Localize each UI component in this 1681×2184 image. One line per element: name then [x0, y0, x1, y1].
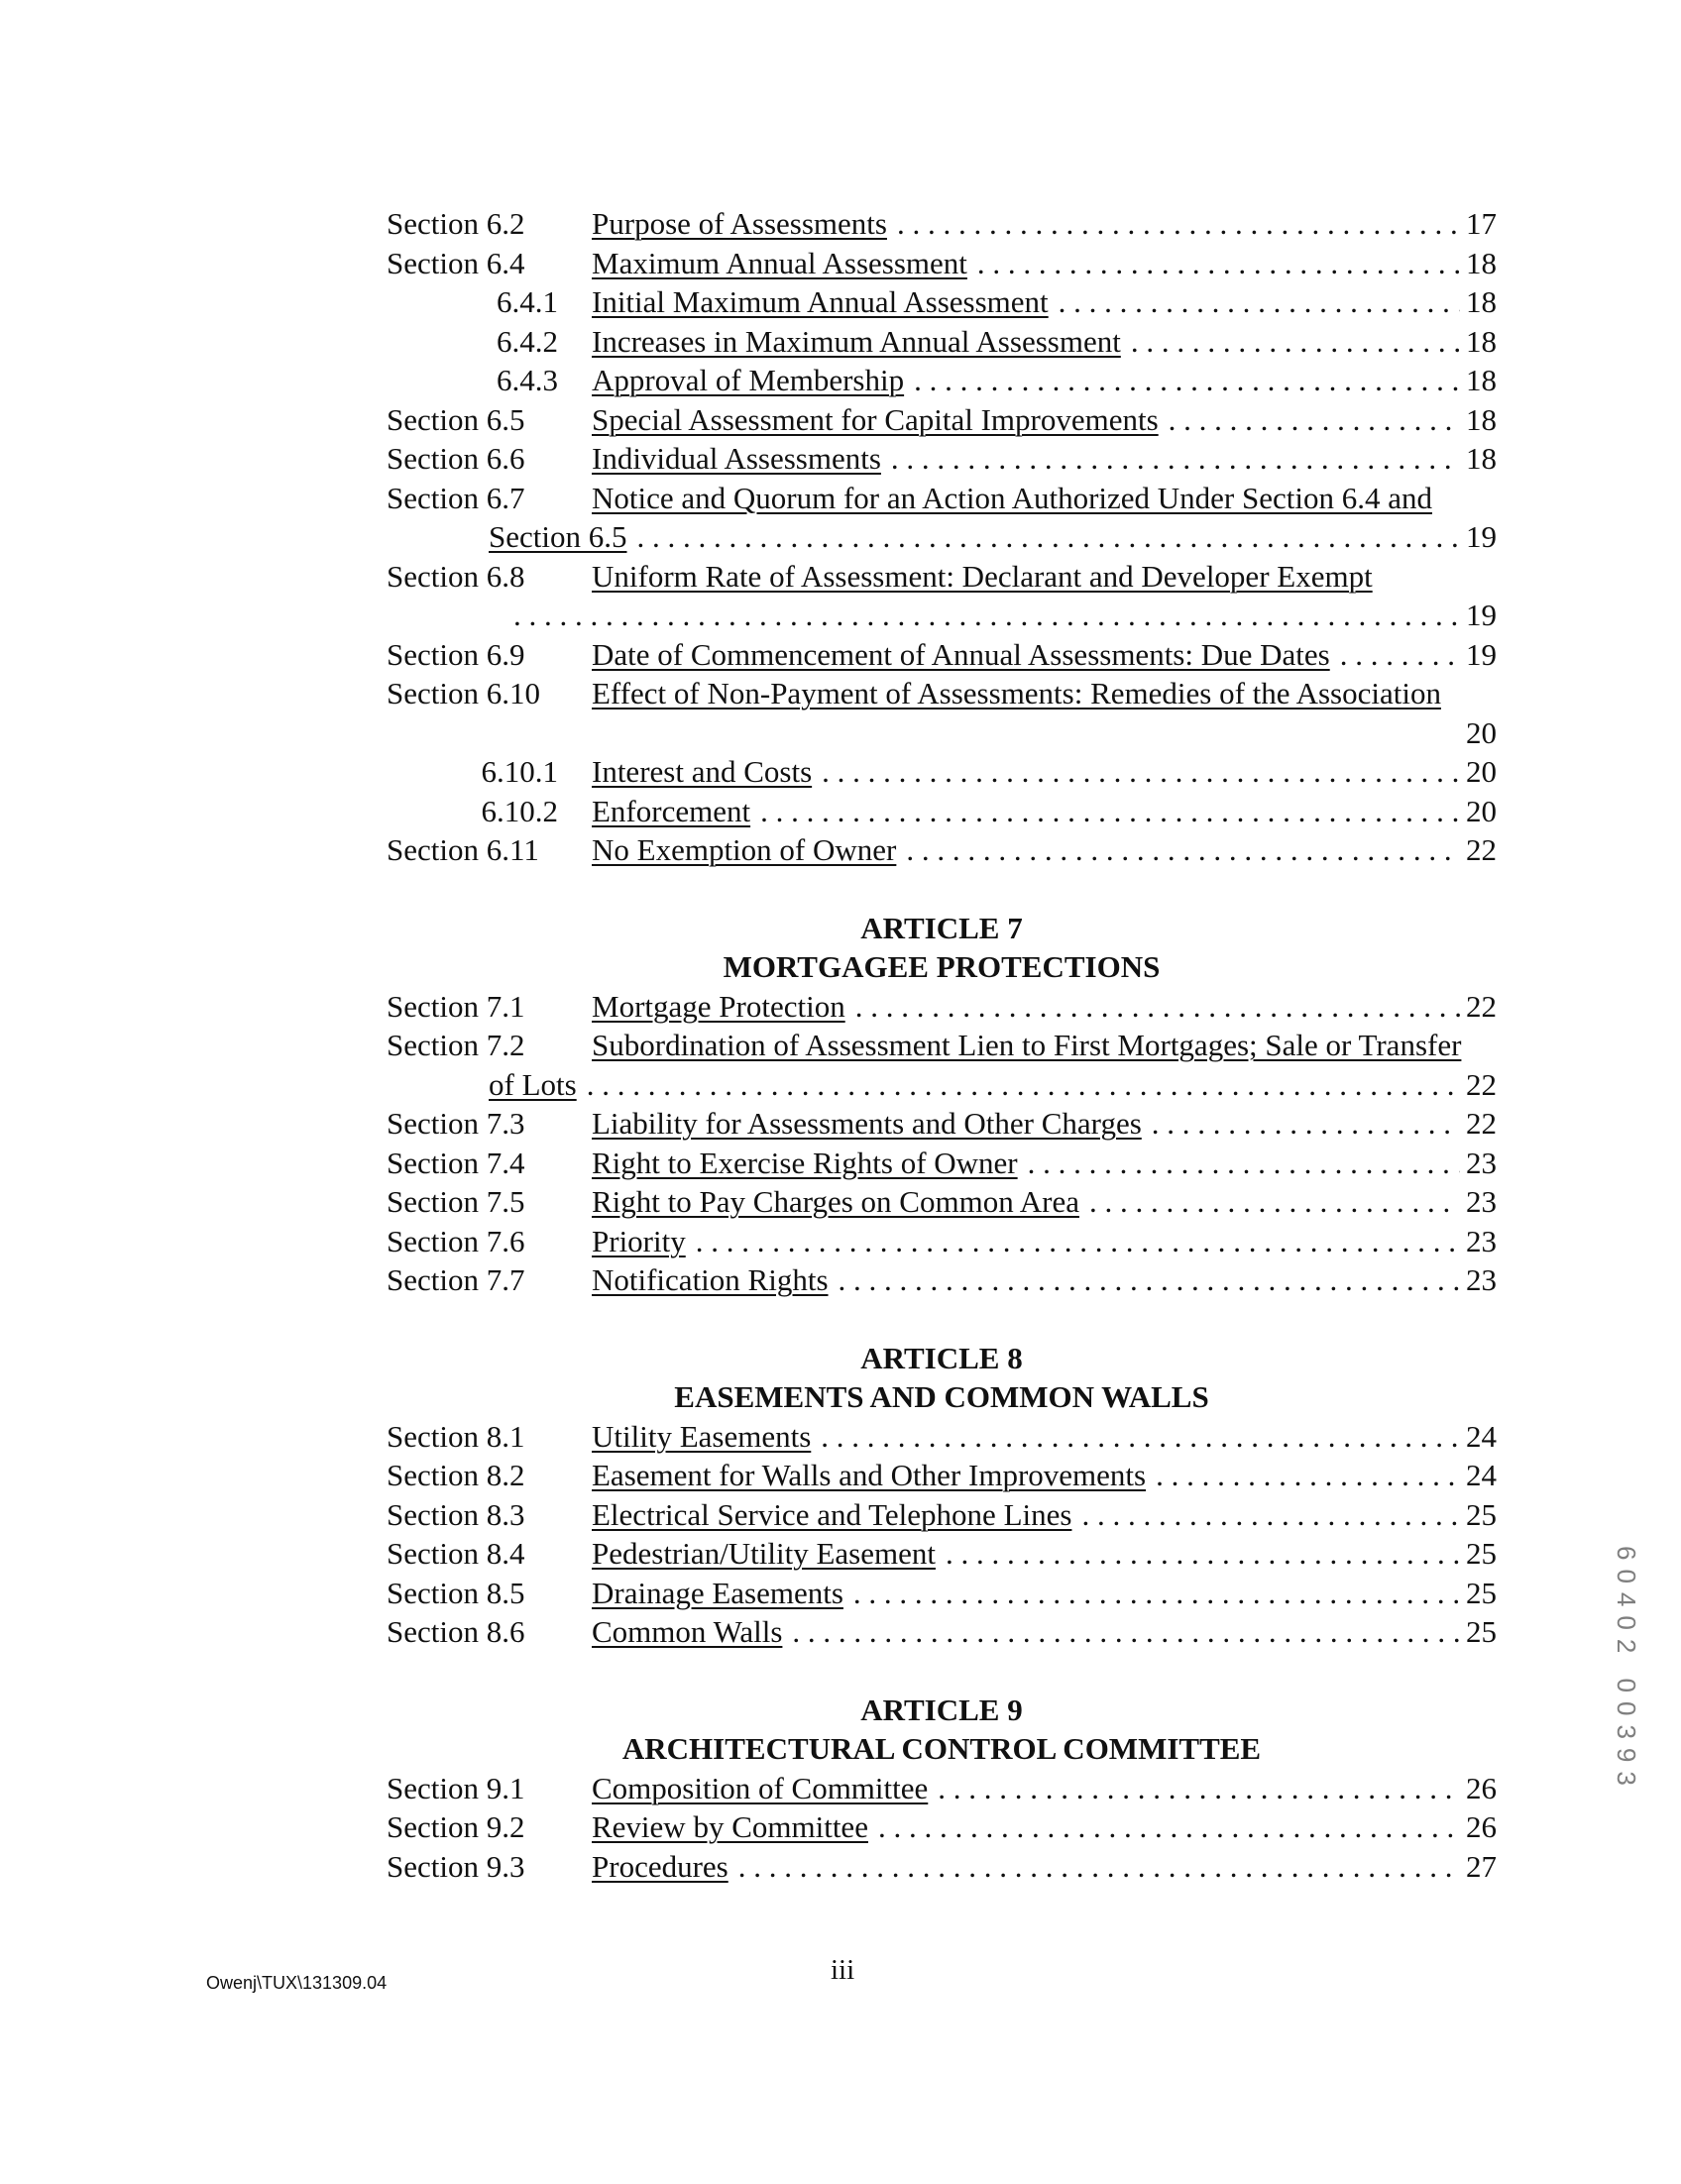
- dot-leader: [946, 1534, 1460, 1574]
- page-number: 24: [1466, 1458, 1497, 1492]
- subsection-number: 6.10.1: [481, 754, 558, 789]
- dot-leader: [1340, 635, 1460, 675]
- dot-leader: [938, 1769, 1460, 1808]
- section-title-link[interactable]: Effect of Non-Payment of Assessments: Remedies of the Association: [592, 676, 1441, 710]
- toc-article-6: [387, 204, 1497, 1886]
- dot-leader: [513, 596, 1460, 635]
- page-number: 18: [1466, 323, 1497, 359]
- subsection-number: 6.4.3: [497, 363, 558, 397]
- article-7-label: ARTICLE 7: [860, 910, 1023, 945]
- section-title-link[interactable]: Pedestrian/Utility Easement: [592, 1536, 936, 1571]
- dot-leader: [897, 204, 1460, 244]
- toc-entry-7-5[interactable]: [387, 1182, 1497, 1222]
- section-number: Section 7.6: [387, 1223, 525, 1258]
- toc-entry-8-5[interactable]: [387, 1574, 1497, 1613]
- section-number: Section 9.1: [387, 1770, 525, 1805]
- section-title-link[interactable]: Special Assessment for Capital Improvements: [592, 401, 1159, 437]
- page-number: 23: [1466, 1262, 1497, 1297]
- toc-entry-6-4-1[interactable]: [387, 282, 1497, 322]
- page-number: 18: [1466, 284, 1497, 319]
- toc-entry-7-6[interactable]: [387, 1222, 1497, 1261]
- page-number: 22: [1466, 1106, 1497, 1141]
- section-number: Section 6.2: [387, 206, 525, 241]
- section-title-link[interactable]: Maximum Annual Assessment: [592, 245, 967, 280]
- toc-entry-6-10[interactable]: [387, 674, 1497, 713]
- page-number: 24: [1466, 1418, 1497, 1454]
- subsection-number: 6.4.1: [497, 284, 558, 319]
- toc-entry-8-2[interactable]: [387, 1456, 1497, 1495]
- dot-leader: [792, 1612, 1460, 1652]
- toc-entry-6-10-1[interactable]: [387, 752, 1497, 792]
- toc-entry-6-9[interactable]: [387, 635, 1497, 675]
- dot-leader: [906, 830, 1460, 870]
- toc-entry-6-4[interactable]: [387, 244, 1497, 283]
- toc-entry-6-5[interactable]: [387, 400, 1497, 440]
- toc-entry-6-4-3[interactable]: [387, 361, 1497, 400]
- section-number: Section 7.1: [387, 988, 525, 1024]
- toc-entry-9-3[interactable]: [387, 1847, 1497, 1887]
- section-title-link[interactable]: Drainage Easements: [592, 1575, 843, 1610]
- section-title-link[interactable]: Easement for Walls and Other Improvements: [592, 1458, 1147, 1492]
- section-number: Section 8.2: [387, 1458, 525, 1492]
- toc-entry-9-2[interactable]: [387, 1807, 1497, 1847]
- dot-leader: [821, 1417, 1460, 1457]
- section-title-link[interactable]: Initial Maximum Annual Assessment: [592, 284, 1049, 319]
- dot-leader: [1152, 1104, 1460, 1144]
- subsection-number: 6.10.2: [481, 793, 558, 828]
- dot-leader: [1131, 322, 1460, 362]
- section-title-link[interactable]: Review by Committee: [592, 1809, 868, 1844]
- section-title-link[interactable]: Date of Commencement of Annual Assessments: Due Dates: [592, 636, 1330, 672]
- page-number: 20: [1466, 793, 1497, 828]
- page-number: 25: [1466, 1575, 1497, 1610]
- toc-entry-8-3[interactable]: [387, 1495, 1497, 1535]
- section-number: Section 9.2: [387, 1809, 525, 1844]
- article-8-heading: EASEMENTS AND COMMON WALLS: [674, 1379, 1209, 1414]
- page-number: 27: [1466, 1848, 1497, 1884]
- section-title-link[interactable]: No Exemption of Owner: [592, 832, 897, 867]
- page-number: 25: [1466, 1496, 1497, 1532]
- section-number: Section 7.7: [387, 1262, 525, 1297]
- dot-leader: [1156, 1456, 1460, 1495]
- article-8-label: ARTICLE 8: [860, 1340, 1023, 1375]
- dot-leader: [891, 439, 1460, 479]
- section-number: Section 7.4: [387, 1145, 525, 1180]
- section-number: Section 6.8: [387, 558, 525, 594]
- side-stamp-text: 60402 00393: [1612, 1546, 1641, 1795]
- toc-entry-7-4[interactable]: [387, 1144, 1497, 1183]
- dot-leader: [1089, 1182, 1460, 1222]
- toc-entry-6-8[interactable]: [387, 557, 1497, 597]
- section-number: Section 6.10: [387, 676, 540, 710]
- section-title-link[interactable]: Procedures: [592, 1848, 728, 1884]
- section-number: Section 6.11: [387, 832, 539, 867]
- section-title-link[interactable]: Priority: [592, 1223, 686, 1258]
- section-title-link[interactable]: Enforcement: [592, 793, 751, 828]
- toc-entry-7-7[interactable]: [387, 1260, 1497, 1300]
- section-title-link[interactable]: Composition of Committee: [592, 1770, 929, 1805]
- toc-entry-6-7-continued[interactable]: [387, 517, 1497, 557]
- page-number: 17: [1466, 206, 1497, 241]
- toc-entry-6-11[interactable]: [387, 830, 1497, 870]
- section-number: Section 9.3: [387, 1848, 525, 1884]
- section-number: Section 8.5: [387, 1575, 525, 1610]
- toc-entry-6-2[interactable]: [387, 204, 1497, 244]
- subsection-number: 6.4.2: [497, 323, 558, 359]
- section-number: Section 6.4: [387, 245, 525, 280]
- section-title-continued[interactable]: of Lots: [489, 1066, 577, 1102]
- article-7-heading: MORTGAGEE PROTECTIONS: [723, 949, 1161, 984]
- dot-leader: [878, 1807, 1460, 1847]
- section-number: Section 6.6: [387, 441, 525, 476]
- toc-entry-7-2-continued[interactable]: [387, 1065, 1497, 1105]
- section-title-link[interactable]: Right to Exercise Rights of Owner: [592, 1145, 1018, 1180]
- section-title-link[interactable]: Electrical Service and Telephone Lines: [592, 1496, 1072, 1532]
- page-number: 23: [1466, 1223, 1497, 1258]
- page-number: 19: [1466, 598, 1497, 632]
- toc-entry-7-2[interactable]: [387, 1026, 1497, 1065]
- dot-leader: [853, 1574, 1460, 1613]
- dot-leader: [1169, 400, 1460, 440]
- page-number: 18: [1466, 401, 1497, 437]
- section-number: Section 6.9: [387, 636, 525, 672]
- toc-entry-9-1[interactable]: [387, 1769, 1497, 1808]
- section-title-link[interactable]: Notice and Quorum for an Action Authorized Under Section 6.4 and: [592, 480, 1432, 515]
- section-title-link[interactable]: Liability for Assessments and Other Charges: [592, 1106, 1142, 1141]
- dot-leader: [1059, 282, 1460, 322]
- page-number: 19: [1466, 636, 1497, 672]
- article-9-heading: ARCHITECTURAL CONTROL COMMITTEE: [621, 1731, 1262, 1766]
- dot-leader: [855, 987, 1460, 1027]
- toc-entry-6-7[interactable]: [387, 479, 1497, 518]
- toc-entry-8-6[interactable]: [387, 1612, 1497, 1652]
- dot-leader: [977, 244, 1460, 283]
- dot-leader: [760, 792, 1460, 831]
- section-number: Section 8.6: [387, 1614, 525, 1649]
- toc-entry-6-6[interactable]: [387, 439, 1497, 479]
- dot-leader: [1028, 1144, 1460, 1183]
- section-title-link[interactable]: Utility Easements: [592, 1418, 812, 1454]
- page-number: 23: [1466, 1145, 1497, 1180]
- dot-leader: [637, 517, 1461, 557]
- dot-leader: [914, 361, 1460, 400]
- toc-entry-6-4-2[interactable]: [387, 322, 1497, 362]
- toc-entry-8-1[interactable]: [387, 1417, 1497, 1457]
- section-title-link[interactable]: Approval of Membership: [592, 363, 905, 397]
- toc-entry-6-10-2[interactable]: [387, 792, 1497, 831]
- page-number: 22: [1466, 832, 1497, 867]
- toc-entry-7-3[interactable]: [387, 1104, 1497, 1144]
- page-number: 25: [1466, 1614, 1497, 1649]
- toc-entry-6-10-page: [387, 713, 1497, 753]
- page-number: 26: [1466, 1809, 1497, 1844]
- page-number: 26: [1466, 1770, 1497, 1805]
- toc-entry-6-8-leader: [387, 596, 1497, 635]
- page-number: 20: [1466, 754, 1497, 789]
- toc-entry-7-1[interactable]: [387, 987, 1497, 1027]
- page-number-footer: iii: [831, 1954, 855, 1986]
- section-number: Section 7.2: [387, 1028, 525, 1062]
- section-number: Section 7.5: [387, 1184, 525, 1219]
- section-title-link[interactable]: Subordination of Assessment Lien to First Mortgages; Sale or Transfer: [592, 1028, 1462, 1062]
- section-number: Section 6.7: [387, 480, 525, 515]
- toc-entry-8-4[interactable]: [387, 1534, 1497, 1574]
- section-title-link[interactable]: Right to Pay Charges on Common Area: [592, 1184, 1079, 1219]
- page-number: 23: [1466, 1184, 1497, 1219]
- page-number: 19: [1466, 519, 1497, 554]
- file-reference: Owenj\TUX\131309.04: [206, 1973, 388, 1993]
- article-9-label: ARTICLE 9: [860, 1692, 1023, 1727]
- dot-leader: [1081, 1495, 1460, 1535]
- section-number: Section 8.4: [387, 1536, 525, 1571]
- section-number: Section 8.3: [387, 1496, 525, 1532]
- section-title-link[interactable]: Interest and Costs: [592, 754, 813, 789]
- page-number: 22: [1466, 988, 1497, 1024]
- section-title-link[interactable]: Common Walls: [592, 1614, 783, 1649]
- section-title-link[interactable]: Individual Assessments: [592, 441, 881, 476]
- dot-leader: [839, 1260, 1460, 1300]
- section-title-link[interactable]: Purpose of Assessments: [592, 206, 887, 241]
- section-title-continued[interactable]: Section 6.5: [489, 519, 627, 554]
- dot-leader: [738, 1847, 1460, 1887]
- page-number: 25: [1466, 1536, 1497, 1571]
- dot-leader: [587, 1065, 1460, 1105]
- section-number: Section 7.3: [387, 1106, 525, 1141]
- page-number: 18: [1466, 363, 1497, 397]
- section-number: Section 6.5: [387, 401, 525, 437]
- page-number: 20: [1466, 714, 1497, 750]
- section-number: Section 8.1: [387, 1418, 525, 1454]
- section-title-link[interactable]: Notification Rights: [592, 1262, 829, 1297]
- dot-leader: [822, 752, 1460, 792]
- section-title-link[interactable]: Mortgage Protection: [592, 988, 845, 1024]
- page-number: 18: [1466, 245, 1497, 280]
- dot-leader: [696, 1222, 1460, 1261]
- section-title-link[interactable]: Increases in Maximum Annual Assessment: [592, 323, 1121, 359]
- section-title-link[interactable]: Uniform Rate of Assessment: Declarant and Developer Exempt: [592, 558, 1373, 594]
- side-stamp: [1612, 1546, 1651, 1912]
- page-number: 18: [1466, 441, 1497, 476]
- page-number: 22: [1466, 1066, 1497, 1102]
